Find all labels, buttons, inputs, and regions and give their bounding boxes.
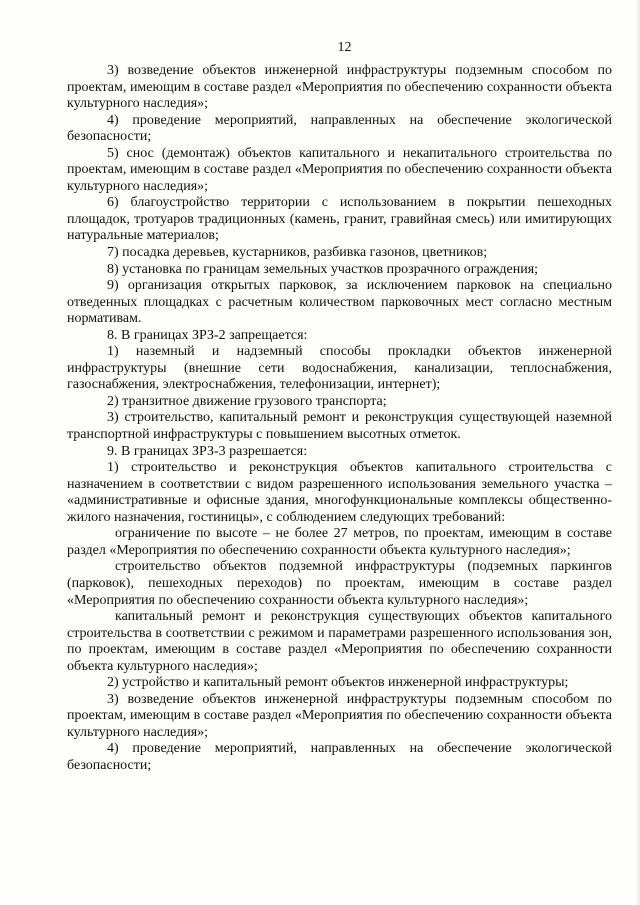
document-paragraph: 2) устройство и капитальный ремонт объектов инженерной инфраструктуры; [107, 675, 569, 691]
document-paragraph: 1) наземный и надземный способы прокладки объектов инженерной инфраструктуры (внешние сети водоснабжения, канализации, теплоснабжения, газоснабжения, электроснабжения, телефонизации, интернет); [67, 344, 612, 393]
document-paragraph: 3) строительство, капитальный ремонт и реконструкция существующей наземной транспортной инфраструктуры с повышением высотных отметок. [67, 410, 612, 443]
document-paragraph: 4) проведение мероприятий, направленных на обеспечение экологической безопасности; [67, 741, 612, 773]
document-paragraph: 5) снос (демонтаж) объектов капитального и некапитального строительства по проектам, имеющим в составе раздел «Мероприятия по обеспечению сохранности объекта культурного наследия»; [67, 145, 612, 194]
document-body [67, 63, 612, 775]
document-paragraph: 7) посадка деревьев, кустарников, разбивка газонов, цветников; [107, 245, 488, 261]
document-paragraph: 9. В границах ЗРЗ-3 разрешается: [107, 443, 308, 459]
scan-edge [636, 0, 640, 905]
document-paragraph: 6) благоустройство территории с использованием в покрытии пешеходных площадок, тротуаров традиционных (камень, гранит, гравийная смесь) или имитирующих натуральные материалов; [67, 195, 612, 244]
page-number: 12 [337, 40, 352, 55]
document-paragraph: 8) установка по границам земельных участков прозрачного ограждения; [107, 261, 539, 277]
document-paragraph: капитальный ремонт и реконструкция существующих объектов капитального строительства в соответствии с режимом и параметрами разрешенного использования зон, по проектам, имеющим в составе раздел «Мероприятия по обеспечению сохранности объекта культурного наследия»; [67, 609, 612, 674]
document-paragraph: ограничение по высоте – не более 27 метров, по проектам, имеющим в составе раздел «Мероприятия по обеспечению сохранности объекта культурного наследия»; [67, 526, 612, 558]
document-paragraph: 2) транзитное движение грузового транспорта; [107, 393, 387, 409]
document-paragraph: 8. В границах ЗРЗ-2 запрещается: [107, 327, 308, 343]
document-paragraph: 1) строительство и реконструкция объектов капитального строительства с назначением в соответствии с видом разрешенного использования земельного участка – «административные и офисные здания, многофункциональные комплексы общественно-жилого назначения, гостиницы», с соблюдением следующих требований: [67, 460, 612, 525]
document-paragraph: 9) организация открытых парковок, за исключением парковок на специально отведенных площадках с расчетным количеством парковочных мест согласно местным нормативам. [67, 278, 612, 327]
document-paragraph: 3) возведение объектов инженерной инфраструктуры подземным способом по проектам, имеющим в составе раздел «Мероприятия по обеспечению сохранности объекта культурного наследия»; [67, 691, 612, 740]
document-paragraph: строительство объектов подземной инфраструктуры (подземных паркингов (парковок), пешеходных переходов) по проектам, имеющим в составе раздел «Мероприятия по обеспечению сохранности объекта культурного наследия»; [67, 559, 612, 608]
document-paragraph: 3) возведение объектов инженерной инфраструктуры подземным способом по проектам, имеющим в составе раздел «Мероприятия по обеспечению сохранности объекта культурного наследия»; [67, 63, 612, 112]
document-paragraph: 4) проведение мероприятий, направленных на обеспечение экологической безопасности; [67, 112, 612, 145]
